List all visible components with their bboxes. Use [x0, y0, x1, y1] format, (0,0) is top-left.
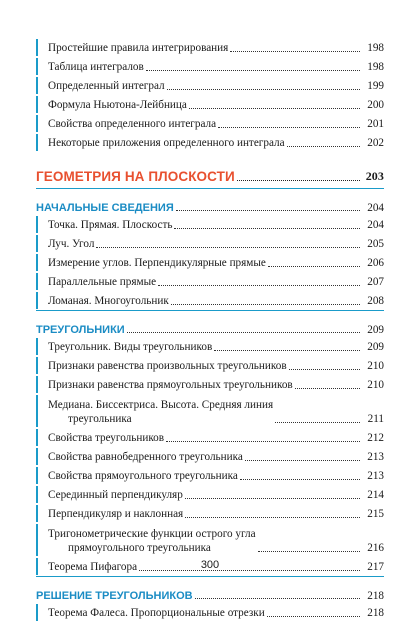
toc-entry-page: 206 [367, 257, 384, 269]
accent-bar [36, 467, 38, 484]
toc-entry-title: Формула Ньютона-Лейбница [48, 99, 187, 111]
section-heading-title: РЕШЕНИЕ ТРЕУГОЛЬНИКОВ [36, 590, 193, 602]
toc-entry-line: Тригонометрические функции острого угла [48, 528, 256, 540]
dot-leader [189, 108, 360, 109]
dot-leader [185, 517, 360, 518]
toc-entry-page: 211 [367, 413, 384, 425]
dot-leader [158, 285, 360, 286]
toc-entry-title: Определенный интеграл [48, 80, 165, 92]
toc-entry-title: Свойства треугольников [48, 432, 165, 444]
toc-entry-title: Измерение углов. Перпендикулярные прямые [48, 257, 266, 269]
toc-entry-page: 212 [367, 432, 384, 444]
toc-entry[interactable] [36, 428, 384, 447]
dot-leader [166, 441, 360, 442]
accent-bar [36, 376, 38, 393]
toc-entry[interactable] [36, 133, 384, 152]
dot-leader [240, 479, 360, 480]
dot-leader [275, 422, 360, 423]
toc-entry-page: 210 [367, 360, 384, 372]
toc-entry-page: 205 [367, 238, 384, 250]
toc-entry-line: прямоугольного треугольника [68, 542, 211, 554]
toc-entry-page: 216 [367, 542, 384, 554]
toc-group [36, 337, 384, 576]
toc-entry-line: треугольника [68, 413, 132, 425]
section-rule [36, 188, 384, 189]
accent-bar [36, 292, 38, 309]
accent-bar [36, 429, 38, 446]
accent-bar [36, 486, 38, 503]
toc-entry[interactable] [36, 76, 384, 95]
dot-leader [146, 70, 360, 71]
accent-bar [36, 604, 38, 621]
toc-entry-title: Признаки равенства произвольных треугольников [48, 360, 287, 372]
toc-entry[interactable] [36, 114, 384, 133]
toc-entry-multiline[interactable] [36, 394, 384, 428]
part-heading-page: 203 [365, 169, 384, 183]
dot-leader [268, 266, 360, 267]
toc-entry[interactable] [36, 447, 384, 466]
section-heading-page: 218 [367, 590, 384, 602]
accent-bar [36, 96, 38, 113]
dot-leader [214, 350, 360, 351]
toc-entry[interactable] [36, 337, 384, 356]
dot-leader [287, 146, 360, 147]
toc-entry[interactable] [36, 57, 384, 76]
toc-entry-title: Параллельные прямые [48, 276, 157, 288]
toc-entry[interactable] [36, 234, 384, 253]
toc-entry-page: 204 [367, 219, 384, 231]
toc-entry[interactable] [36, 215, 384, 234]
toc-group [36, 603, 384, 622]
dot-leader [289, 369, 360, 370]
toc-entry-page: 200 [367, 99, 384, 111]
dot-leader [176, 210, 360, 211]
accent-bar [36, 134, 38, 151]
toc-entry-page: 202 [367, 137, 384, 149]
toc-entry-page: 213 [367, 451, 384, 463]
accent-bar [36, 395, 38, 427]
toc-entry[interactable] [36, 603, 384, 622]
toc-entry-page: 213 [367, 470, 384, 482]
toc-entry-title: Ломаная. Многоугольник [48, 295, 169, 307]
accent-bar [36, 235, 38, 252]
toc-entry-page: 210 [367, 379, 384, 391]
toc-entry-multiline[interactable] [36, 523, 384, 557]
section-heading-page: 209 [367, 324, 384, 336]
toc-entry[interactable] [36, 38, 384, 57]
page-number: 300 [200, 559, 220, 571]
dot-leader [96, 247, 360, 248]
toc-entry[interactable] [36, 356, 384, 375]
toc-entry-title: Теорема Пифагора [48, 561, 138, 573]
toc-page [36, 38, 384, 622]
toc-entry-page: 218 [367, 607, 384, 619]
toc-group [36, 38, 384, 152]
section-rule [36, 576, 384, 577]
dot-leader [230, 51, 360, 52]
dot-leader [167, 89, 360, 90]
toc-entry-title: Свойства определенного интеграла [48, 118, 217, 130]
toc-entry-title: Таблица интегралов [48, 61, 144, 73]
toc-entry-page: 214 [367, 489, 384, 501]
toc-entry-title: Серединный перпендикуляр [48, 489, 183, 501]
accent-bar [36, 448, 38, 465]
toc-entry-page: 207 [367, 276, 384, 288]
toc-entry-title: Луч. Угол [48, 238, 95, 250]
accent-bar [36, 505, 38, 522]
accent-bar [36, 357, 38, 374]
toc-entry-title: Свойства прямоугольного треугольника [48, 470, 238, 482]
toc-entry-title [36, 398, 273, 426]
accent-bar [36, 115, 38, 132]
toc-entry-page: 198 [367, 61, 384, 73]
toc-entry[interactable] [36, 95, 384, 114]
toc-entry-title: Простейшие правила интегрирования [48, 42, 229, 54]
dot-leader [295, 388, 360, 389]
toc-entry-title: Теорема Фалеса. Пропорциональные отрезки [48, 607, 265, 619]
toc-entry-page: 201 [367, 118, 384, 130]
section-rule [36, 310, 384, 311]
toc-entry[interactable] [36, 504, 384, 523]
section-heading-title: НАЧАЛЬНЫЕ СВЕДЕНИЯ [36, 202, 174, 214]
part-heading[interactable] [36, 162, 384, 184]
toc-entry-title [36, 527, 256, 555]
dot-leader [237, 180, 360, 181]
toc-entry-title: Свойства равнобедренного треугольника [48, 451, 243, 463]
toc-entry-page: 208 [367, 295, 384, 307]
dot-leader [185, 498, 360, 499]
toc-entry-page: 198 [367, 42, 384, 54]
accent-bar [36, 216, 38, 233]
section-heading[interactable] [36, 316, 384, 336]
toc-entry-title: Перпендикуляр и наклонная [48, 508, 184, 520]
accent-bar [36, 273, 38, 290]
dot-leader [174, 228, 360, 229]
toc-entry-title: Треугольник. Виды треугольников [48, 341, 213, 353]
toc-entry[interactable] [36, 485, 384, 504]
toc-entry-title: Некоторые приложения определенного интеграла [48, 137, 285, 149]
accent-bar [36, 338, 38, 355]
dot-leader [245, 460, 360, 461]
dot-leader [171, 304, 360, 305]
toc-entry-title: Точка. Прямая. Плоскость [48, 219, 173, 231]
accent-bar [36, 77, 38, 94]
part-heading-title: ГЕОМЕТРИЯ НА ПЛОСКОСТИ [36, 169, 235, 184]
toc-entry-page: 217 [367, 561, 384, 573]
toc-entry-line: Медиана. Биссектриса. Высота. Средняя линия [48, 399, 274, 411]
dot-leader [195, 598, 360, 599]
dot-leader [127, 332, 360, 333]
toc-entry-page: 199 [367, 80, 384, 92]
accent-bar [36, 524, 38, 556]
dot-leader [218, 127, 360, 128]
toc-entry[interactable] [36, 272, 384, 291]
toc-entry[interactable] [36, 291, 384, 310]
toc-entry[interactable] [36, 253, 384, 272]
section-heading-title: ТРЕУГОЛЬНИКИ [36, 324, 125, 336]
section-heading-page: 204 [367, 202, 384, 214]
section-heading[interactable] [36, 194, 384, 214]
toc-entry-page: 215 [367, 508, 384, 520]
accent-bar [36, 58, 38, 75]
section-heading[interactable] [36, 582, 384, 602]
dot-leader [267, 616, 360, 617]
toc-entry[interactable] [36, 466, 384, 485]
accent-bar [36, 39, 38, 56]
accent-bar [36, 254, 38, 271]
toc-group [36, 215, 384, 310]
dot-leader [258, 551, 360, 552]
toc-entry-title: Признаки равенства прямоугольных треугольников [48, 379, 293, 391]
toc-entry-page: 209 [367, 341, 384, 353]
toc-entry[interactable] [36, 375, 384, 394]
